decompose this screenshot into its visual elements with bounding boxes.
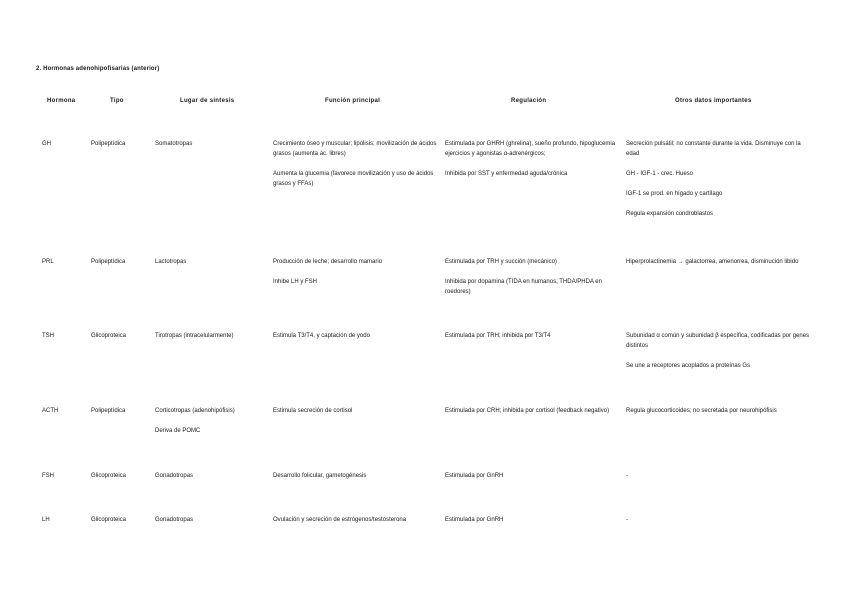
section-title: 2. Hormonas adenohipofisarias (anterior) (36, 66, 160, 72)
funcion-line: Crecimiento óseo y muscular; lipólisis; movilización de ácidos grasos (aumenta ác. libres) (273, 141, 437, 157)
funcion-line: Producción de leche; desarrollo mamario (273, 259, 383, 265)
cell-regulacion (445, 471, 617, 481)
header-tipo: Tipo (110, 98, 124, 104)
cell-funcion (273, 257, 439, 287)
otros-line: Regula expansión condroblastos (626, 211, 714, 217)
header-hormona: Hormona (47, 98, 76, 104)
cell-funcion (273, 139, 439, 189)
cell-lugar: Somatotropas (155, 141, 193, 147)
otros-line: - (626, 517, 628, 523)
funcion-line: Estimula secreción de cortisol (273, 408, 353, 414)
cell-regulacion (445, 406, 617, 416)
funcion-line: Aumenta la glucemia (favorece movilización y uso de ácidos grasos y FFAs) (273, 171, 434, 187)
cell-funcion (273, 331, 439, 341)
cell-regulacion (445, 257, 617, 297)
otros-line: Subunidad α común y subunidad β específica, codificadas por genes distintos (626, 333, 810, 349)
cell-tipo: Polipeptídica (91, 259, 126, 265)
cell-hormona: ACTH (42, 408, 59, 414)
regulacion-line: Inhibida por dopamina (TIDA en humanos, THDA/PHDA en roedores) (445, 279, 602, 295)
cell-lugar: Gonadotropas (155, 517, 194, 523)
funcion-line: Inhibe LH y FSH (273, 279, 318, 285)
cell-otros (626, 515, 810, 525)
cell-otros (626, 406, 810, 416)
cell-regulacion (445, 331, 617, 341)
cell-funcion (273, 515, 439, 525)
otros-line: GH - IGF-1 - crec. Hueso (626, 171, 694, 177)
cell-hormona: FSH (42, 473, 54, 479)
otros-line: Regula glucocorticoides; no secretada por neurohipófisis (626, 408, 777, 414)
cell-tipo: Glicoproteica (91, 473, 127, 479)
header-otros: Otros datos importantes (675, 98, 752, 104)
funcion-line: Desarrollo folicular, gametogénesis (273, 473, 367, 479)
regulacion-line: Estimulada por TRH; inhibida por T3/T4 (445, 333, 551, 339)
lugar-line: Corticotropas (adenohipófisis) (155, 408, 235, 414)
cell-otros (626, 139, 810, 219)
cell-lugar (155, 406, 263, 436)
cell-hormona: PRL (42, 259, 54, 265)
header-funcion: Función principal (325, 98, 381, 104)
regulacion-line: Estimulada por GnRH (445, 473, 504, 479)
cell-hormona: LH (42, 517, 50, 523)
cell-funcion (273, 471, 439, 481)
cell-otros (626, 331, 810, 371)
lugar-line: Deriva de POMC (155, 428, 201, 434)
cell-tipo: Polipeptídica (91, 141, 126, 147)
cell-tipo: Glicoproteica (91, 517, 127, 523)
otros-line: IGF-1 se prod. en hígado y cartílago (626, 191, 723, 197)
header-regulacion: Regulación (511, 98, 547, 104)
cell-otros (626, 471, 810, 481)
funcion-line: Estimula T3/T4, y captación de yodo (273, 333, 370, 339)
otros-line: Se une a receptores acoplados a proteínas Gs (626, 363, 751, 369)
cell-tipo: Polipeptídica (91, 408, 126, 414)
regulacion-line: Estimulada por GnRH (445, 517, 504, 523)
regulacion-line: Estimulada por GHRH (ghrelina), sueño profundo, hipoglucemia ejercicios y agonistas α-adrenérgicos; (445, 141, 616, 157)
cell-lugar: Gonadotropas (155, 473, 194, 479)
regulacion-line: Inhibida por SST y enfermedad aguda/crónica (445, 171, 568, 177)
regulacion-line: Estimulada por CRH; inhibida por cortisol (feedback negativo) (445, 408, 610, 414)
otros-line: - (626, 473, 628, 479)
cell-hormona: TSH (42, 333, 54, 339)
header-lugar: Lugar de síntesis (180, 98, 235, 104)
cell-lugar: Tirotropas (intracelularmente) (155, 333, 234, 339)
otros-line: Hiperprolactinemia → galactorrea, amenorrea, disminución libido (626, 259, 799, 265)
cell-hormona: GH (42, 141, 51, 147)
cell-otros (626, 257, 810, 267)
funcion-line: Ovulación y secreción de estrógenos/testosterona (273, 517, 407, 523)
cell-regulacion (445, 515, 617, 525)
otros-line: Secreción pulsátil; no constante durante la vida. Disminuye con la edad (626, 141, 801, 157)
cell-lugar: Lactotropas (155, 259, 187, 265)
cell-regulacion (445, 139, 617, 179)
cell-tipo: Glicoproteica (91, 333, 127, 339)
regulacion-line: Estimulada por TRH y succión (mecánico) (445, 259, 557, 265)
cell-funcion (273, 406, 439, 416)
